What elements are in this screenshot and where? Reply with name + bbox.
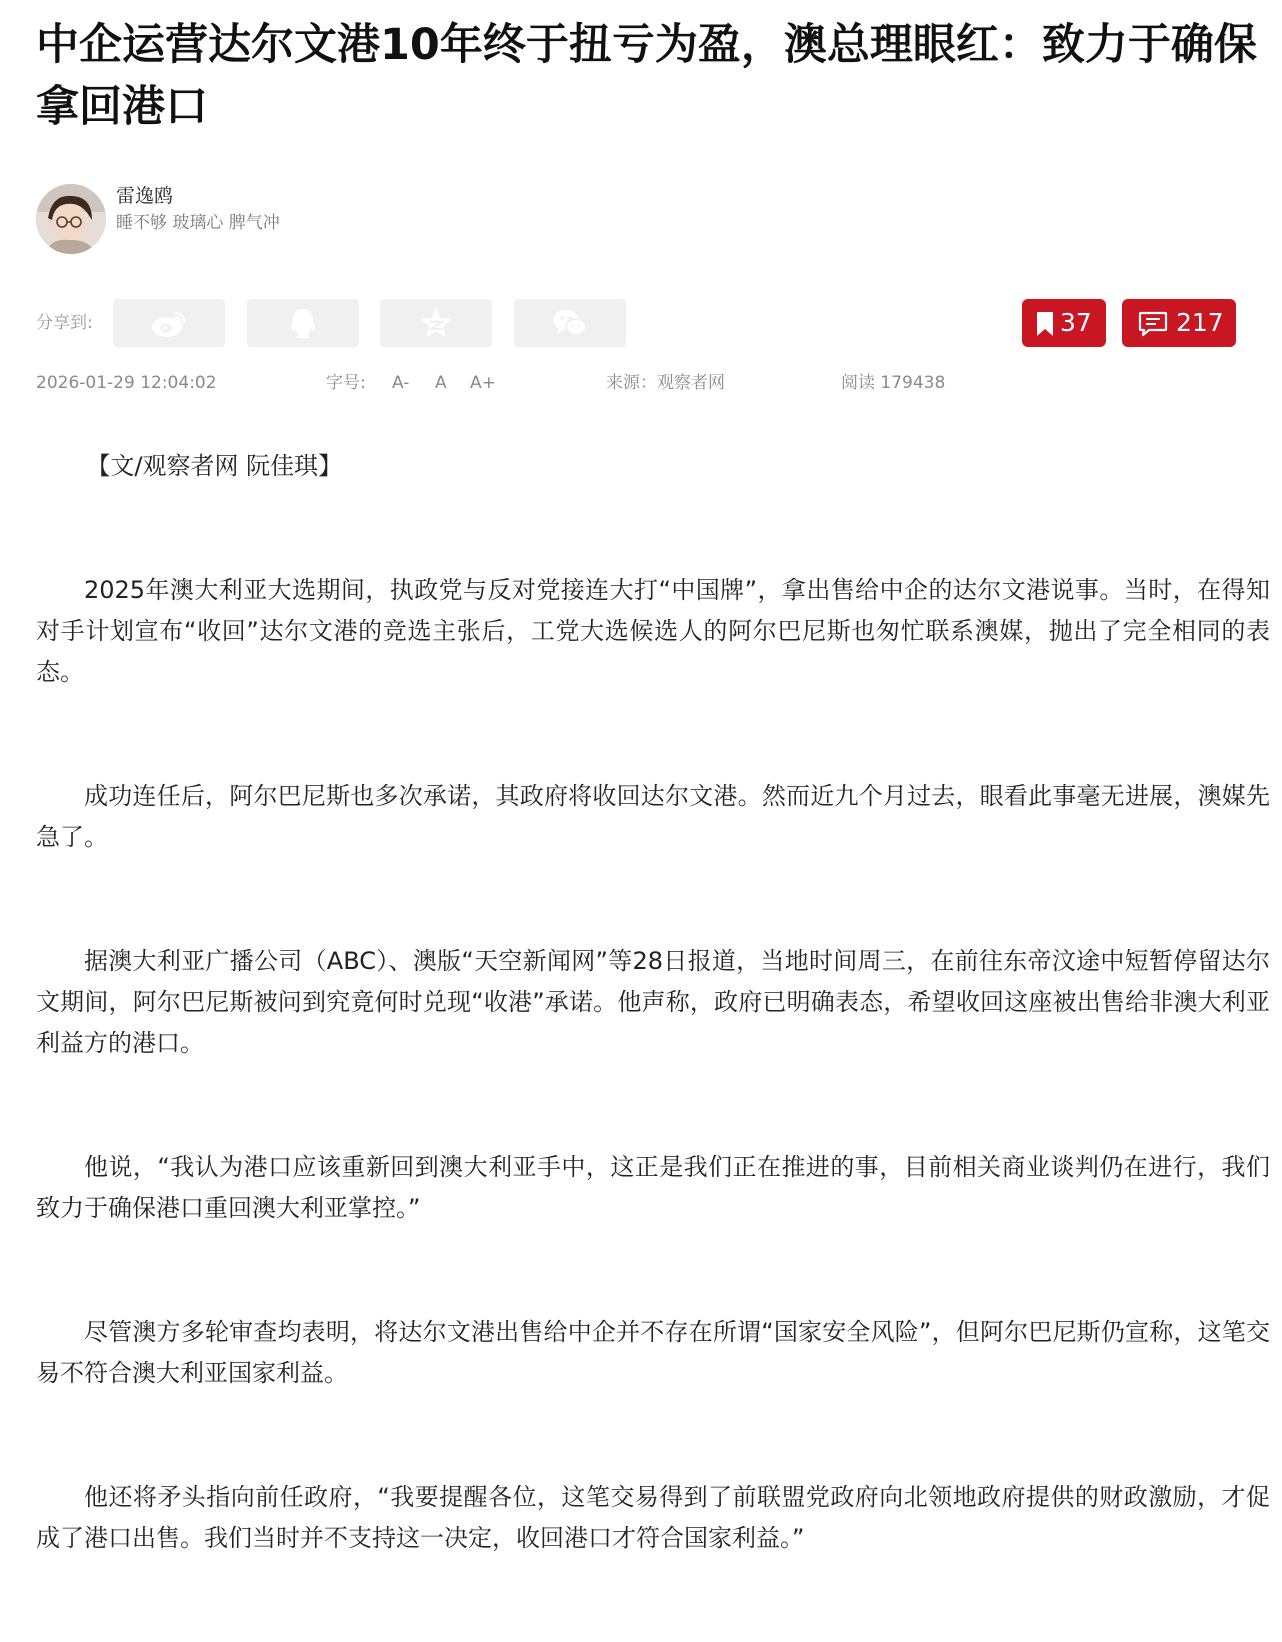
article-body — [36, 446, 1270, 1642]
author-block — [36, 184, 636, 256]
comment-count-button[interactable] — [1122, 299, 1236, 347]
bookmark-icon — [1036, 311, 1054, 337]
article-paragraph: 据澳大利亚广播公司（ABC）、澳版“天空新闻网”等28日报道，当地时间周三，在前往东帝汶途中短暂停留达尔文期间，阿尔巴尼斯被问到究竟何时兑现“收港”承诺。他声称，政府已明确表态，希望收回这座被出售给非澳大利亚利益方的港口。 — [36, 947, 1270, 1057]
font-smaller-button[interactable]: A- — [392, 373, 410, 393]
font-size-label: 字号: — [326, 373, 366, 393]
publish-datetime: 2026-01-29 12:04:02 — [36, 373, 217, 393]
article-paragraph: 他说，“我认为港口应该重新回到澳大利亚手中，这正是我们正在推进的事，目前相关商业谈判仍在进行，我们致力于确保港口重回澳大利亚掌控。” — [36, 1153, 1270, 1222]
avatar-photo-icon — [36, 184, 106, 254]
share-label: 分享到: — [36, 313, 93, 333]
weibo-icon — [149, 305, 189, 341]
author-bio: 睡不够 玻璃心 脾气冲 — [116, 213, 280, 233]
article-meta — [36, 372, 1270, 396]
article-paragraph: 尽管澳方多轮审查均表明，将达尔文港出售给中企并不存在所谓“国家安全风险”，但阿尔巴尼斯仍宣称，这笔交易不符合澳大利亚国家利益。 — [36, 1318, 1270, 1387]
article-paragraph: 2025年澳大利亚大选期间，执政党与反对党接连大打“中国牌”，拿出售给中企的达尔文港说事。当时，在得知对手计划宣布“收回”达尔文港的竞选主张后，工党大选候选人的阿尔巴尼斯也匆忙联系澳媒，抛出了完全相同的表态。 — [36, 576, 1270, 686]
bookmark-count-button[interactable] — [1022, 299, 1106, 347]
author-avatar[interactable] — [36, 184, 106, 254]
article-source: 来源：观察者网 — [606, 373, 725, 393]
article-paragraph: 成功连任后，阿尔巴尼斯也多次承诺，其政府将收回达尔文港。然而近九个月过去，眼看此事毫无进展，澳媒先急了。 — [36, 782, 1270, 851]
comment-bubble-icon — [1138, 311, 1168, 337]
share-toolbar — [36, 299, 1270, 347]
article-byline: 【文/观察者网 阮佳琪】 — [86, 452, 343, 480]
qzone-star-icon — [416, 305, 456, 341]
bookmark-count: 37 — [1060, 308, 1092, 337]
wechat-icon — [550, 305, 590, 341]
font-larger-button[interactable]: A+ — [470, 373, 496, 393]
share-weibo-button[interactable] — [113, 299, 225, 347]
share-wechat-button[interactable] — [514, 299, 626, 347]
author-name[interactable]: 雷逸鸥 — [116, 185, 174, 207]
font-normal-button[interactable]: A — [435, 373, 447, 393]
comment-count: 217 — [1176, 308, 1224, 337]
qq-icon — [283, 305, 323, 341]
view-count: 阅读 179438 — [841, 373, 946, 393]
article-title: 中企运营达尔文港10年终于扭亏为盈，澳总理眼红：致力于确保拿回港口 — [36, 20, 1257, 132]
article-paragraph: 他还将矛头指向前任政府，“我要提醒各位，这笔交易得到了前联盟党政府向北领地政府提供的财政激励，才促成了港口出售。我们当时并不支持这一决定，收回港口才符合国家利益。” — [36, 1483, 1270, 1552]
share-qzone-button[interactable] — [380, 299, 492, 347]
share-qq-button[interactable] — [247, 299, 359, 347]
